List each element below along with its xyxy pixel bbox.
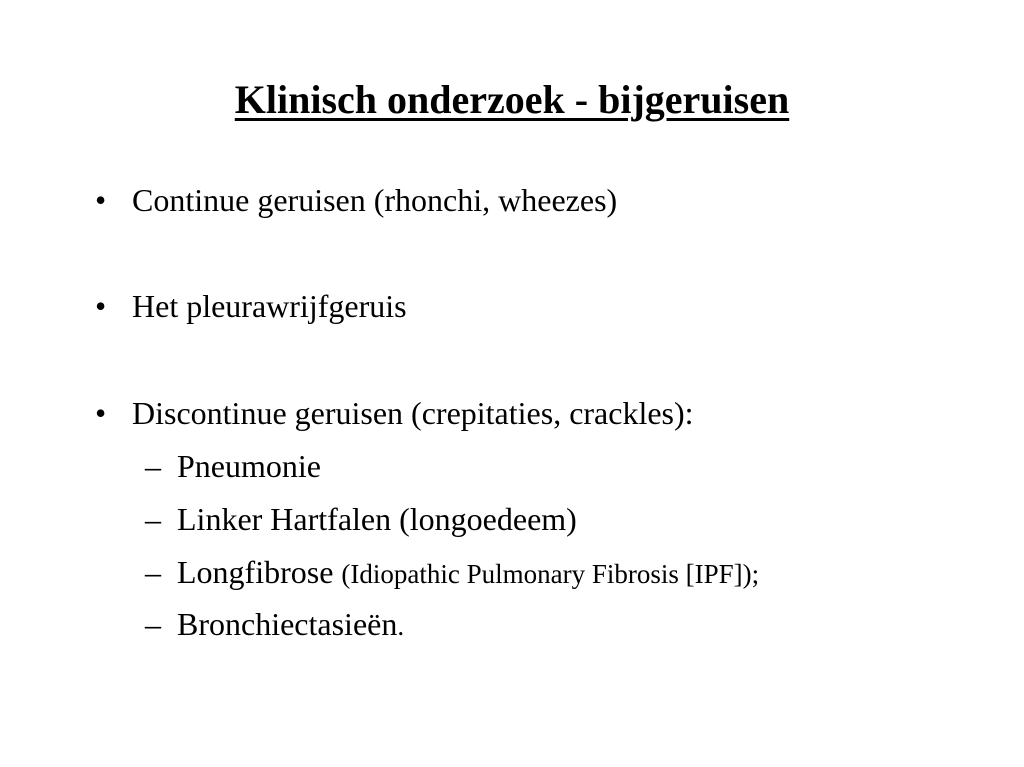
bullet-item: [95, 180, 617, 220]
bullet-marker: •: [95, 288, 107, 324]
sub-marker: –: [145, 606, 161, 642]
bullet-text: Het pleurawrijfgeruis: [132, 288, 407, 324]
sub-item-note: (Idiopathic Pulmonary Fibrosis [IPF]);: [341, 559, 760, 589]
bullet-item: [95, 393, 694, 433]
bullet-text: Discontinue geruisen (crepitaties, crackles):: [132, 395, 694, 431]
slide-title: Klinisch onderzoek - bijgeruisen: [234, 77, 790, 122]
sub-marker: –: [145, 448, 161, 484]
sub-item-text: Linker Hartfalen (longoedeem): [177, 501, 577, 537]
sub-marker: –: [145, 501, 161, 537]
sub-marker: –: [145, 554, 161, 590]
bullet-marker: •: [95, 182, 107, 218]
sub-item: [145, 604, 404, 646]
bullet-item: [95, 286, 407, 326]
sub-item: [145, 499, 577, 539]
sub-item: [145, 446, 321, 486]
sub-item-note: .: [397, 611, 405, 641]
sub-item-text: Bronchiectasieën: [177, 606, 398, 642]
sub-item-text: Pneumonie: [177, 448, 321, 484]
sub-item: [145, 552, 759, 594]
sub-item-text: Longfibrose: [177, 554, 334, 590]
bullet-text: Continue geruisen (rhonchi, wheezes): [132, 182, 618, 218]
bullet-marker: •: [95, 395, 107, 431]
